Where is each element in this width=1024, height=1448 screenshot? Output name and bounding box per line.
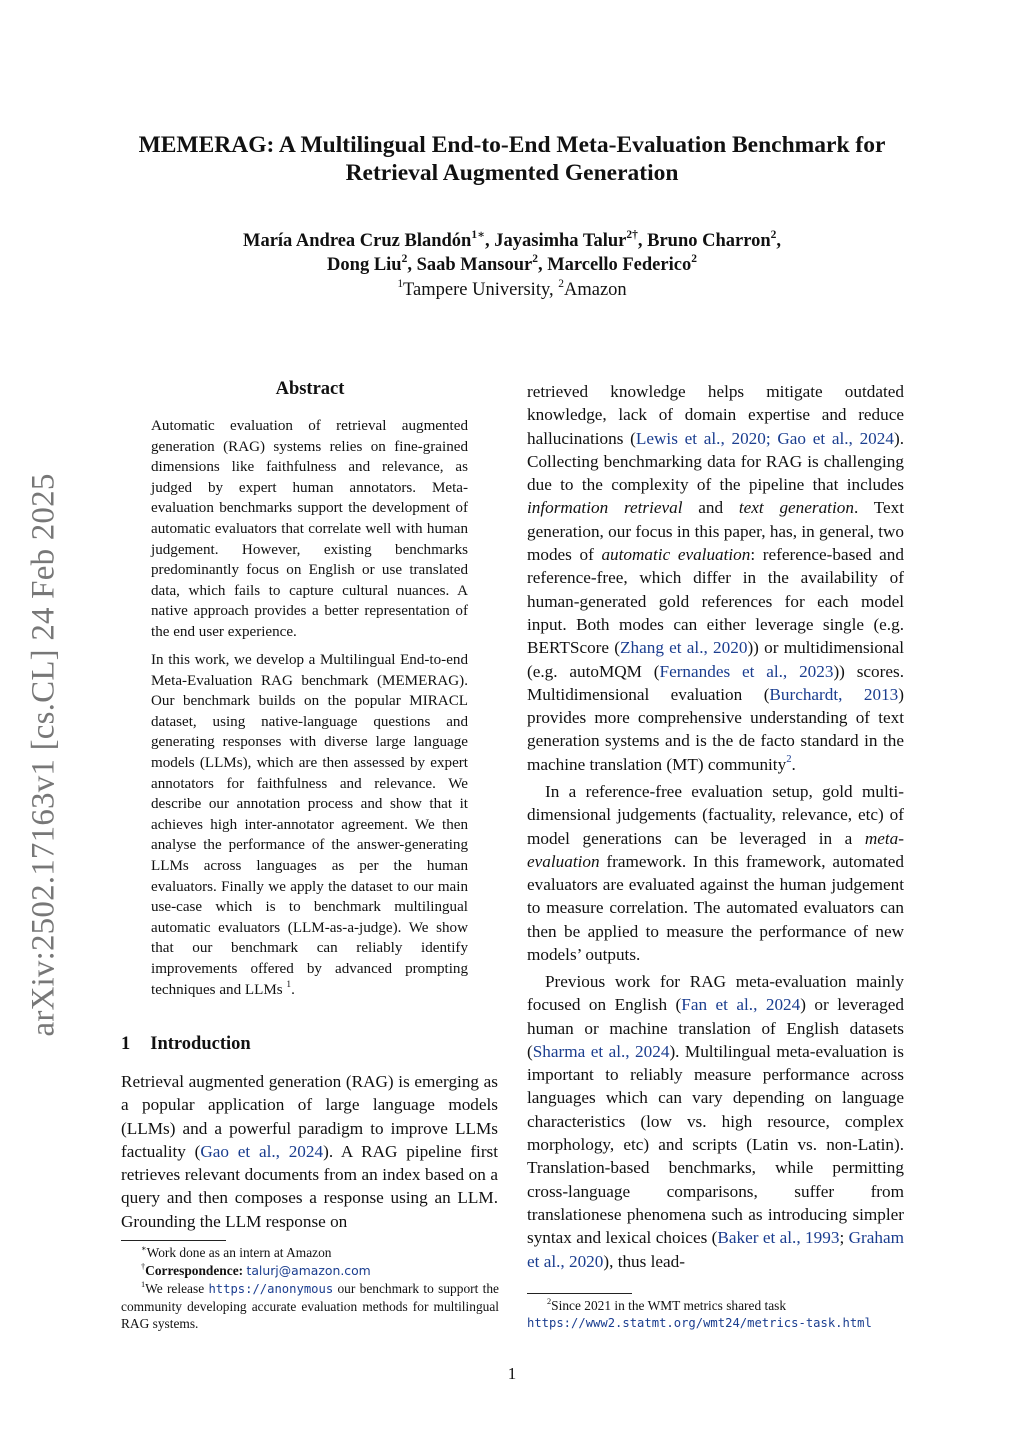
abstract-heading: Abstract [275, 379, 345, 399]
emphasis-text: automatic evaluation [601, 545, 751, 565]
footnote-text: We release [145, 1281, 209, 1296]
abstract-text: In this work, we develop a Multilingual End-to-end Meta-Evaluation RAG benchmark (MEMERAG). Our benchmark builds on the popular MIRACL dataset, using native-language questions and generating responses with diverse large language models (LLMs), which are then assessed by expert annotators for faithfulness and relevance. We describe our annotation process and show that it achieves high inter-annotator agreement. We then analyse the performance of the answer-generating LLMs across languages as per the human evaluators. Finally we apply the dataset to our main use-case which is to benchmark multilingual automatic evaluators (LLM-as-a-judge). We show that our benchmark can reliably identify improvements offered by advanced prompting techniques and LLMs [151, 652, 468, 998]
email-link[interactable]: talurj@amazon.com [246, 1263, 371, 1278]
emphasis-text: text generation [738, 498, 854, 518]
footnote-divider [527, 1293, 632, 1294]
body-text: . [791, 754, 796, 774]
page-number: 1 [507, 1364, 517, 1383]
body-text: ). A RAG pipeline first retrieves relevant documents from an index based on a query and then composes a response using an LLM. Grounding the LLM response on [121, 1141, 499, 1231]
author-affil-mark: 1∗ [471, 228, 486, 241]
arxiv-side-identifier [14, 455, 74, 1055]
body-text: ). Collecting benchmarking data for RAG is challenging due to the complexity of the pipeline that includes [527, 428, 904, 495]
section-number: 1 [121, 1034, 131, 1054]
author-name: Jayasimha Talur [494, 231, 627, 251]
citation-link[interactable]: Burchardt, 2013 [769, 684, 899, 704]
affil-name: Amazon [564, 280, 627, 300]
footnote-mark: 1 [141, 1279, 146, 1289]
body-text: ), thus lead- [603, 1251, 685, 1271]
body-text: : reference-based and reference-free, which differ in the availability of human-generated gold references for each model input. Both modes can either leverage single (e.g. BERTScore ( [527, 545, 904, 658]
body-text: Retrieval augmented generation (RAG) is emerging as a popular application of large language models (LLMs) and a powerful paradigm to improve LLMs factuality ( [121, 1072, 498, 1161]
body-text: and [682, 498, 739, 518]
citation-link[interactable]: Fan et al., 2024 [681, 995, 801, 1015]
citation-link[interactable]: Zhang et al., 2020 [620, 638, 748, 658]
citation-link[interactable]: Gao et al., 2024 [200, 1141, 324, 1161]
footnote-mark: † [141, 1261, 146, 1271]
intro-paragraph-right-3 [527, 970, 904, 1273]
author-affil-mark: 2 [770, 228, 777, 241]
author-affil-mark: 2 [401, 252, 408, 265]
intro-paragraph-left [121, 1070, 498, 1233]
citation-link[interactable]: Baker et al., 1993 [717, 1228, 840, 1248]
citation-link[interactable]: Graham et al., 2020 [527, 1228, 904, 1271]
author-line-1: María Andrea Cruz Blandón$^{1∗}$, Jayasimha Talur$^{2\dagger}$, Bruno Charron$^2$, [242, 228, 781, 251]
emphasis-text: meta-evaluation [527, 828, 904, 871]
author-affil-mark: 2† [626, 228, 638, 241]
author-affil-mark: 2 [532, 252, 538, 265]
affil-mark: 2 [558, 277, 564, 290]
arxiv-id-text: arXiv:2502.17163v1 [cs.CL] 24 Feb 2025 [25, 473, 62, 1037]
footnote-mark: ∗ [141, 1243, 147, 1253]
abstract-paragraph-2 [151, 650, 468, 1000]
body-text: Previous work for RAG meta-evaluation mainly focused on English ( [527, 972, 904, 1015]
author-list [112, 229, 912, 277]
intro-paragraph-right-1 [527, 380, 904, 776]
body-text: framework. In this framework, automated evaluators are evaluated against the human judgement to measure correlation. The automated evaluators can then be applied to measure the performance of new models’ outputs. [527, 851, 904, 965]
abstract-paragraph-1: Automatic evaluation of retrieval augmented generation (RAG) systems relies on fine-grained dimensions like faithfulness and relevance, as judged by expert human annotators. Meta-evaluation benchmarks support the development of automatic evaluators that correlate well with human judgement. However, existing benchmarks predominantly focus on English or use translated data, which fails to capture cultural nuances. A native approach provides a better representation of the end user experience. [151, 418, 468, 640]
section-heading-introduction [121, 1034, 251, 1055]
footnote-mark: 2 [547, 1296, 552, 1306]
paper-title [112, 131, 912, 187]
author-name: María Andrea Cruz Blandón [242, 231, 472, 251]
body-text: )) scores. Multidimensional evaluation ( [527, 661, 904, 704]
author-name: Bruno Charron [647, 231, 771, 251]
footnote-text: Since 2021 in the WMT metrics shared task [551, 1298, 787, 1313]
author-line-2: Dong Liu$^2$, Saab Mansour$^2$, Marcello Federico$^2$ [327, 252, 697, 275]
body-text: )) or multidimensional (e.g. autoMQM ( [527, 638, 905, 681]
author-affil-mark: 2 [691, 252, 697, 265]
intro-paragraph-right-2 [527, 780, 904, 966]
citation-link[interactable]: Fernandes et al., 2023 [659, 661, 834, 681]
body-text: . Text generation, our focus in this paper, has, in general, two modes of [527, 498, 904, 565]
footnote-wmt [527, 1297, 905, 1332]
title-line-1: MEMERAG: A Multilingual End-to-End Meta-Evaluation Benchmark for [138, 132, 886, 158]
url-link[interactable]: https://anonymous [208, 1282, 334, 1296]
footnote-label: Correspondence: [145, 1263, 244, 1278]
body-text: In a reference-free evaluation setup, gold multi-dimensional judgements (factuality, relevance, etc) of model generations can be leveraged in a [527, 782, 904, 848]
author-name: Dong Liu [327, 255, 402, 275]
citation-link[interactable]: Sharma et al., 2024 [532, 1041, 670, 1061]
body-text: ; [839, 1228, 849, 1248]
author-name: Marcello Federico [547, 255, 692, 275]
emphasis-text: information retrieval [527, 498, 683, 518]
body-text: retrieved knowledge helps mitigate outdated knowledge, lack of domain expertise and reduce hallucinations ( [527, 382, 904, 448]
footnote-mark[interactable]: 2 [786, 753, 792, 765]
footnote-divider [121, 1240, 226, 1241]
footnote-text: Work done as an intern at Amazon [146, 1245, 332, 1260]
body-text: ) or leveraged human or machine translation of English datasets ( [527, 995, 904, 1061]
footnote-text: our benchmark to support the community developing accurate evaluation methods for multilingual RAG systems. [121, 1281, 499, 1332]
footnote-release [121, 1280, 499, 1333]
body-text: ). Multilingual meta-evaluation is important to reliably measure performance across languages which can vary depending on language characteristics (low vs. high resource, complex morphology, etc) and scripts (Latin vs. non-Latin). Translation-based benchmarks, while permitting cross-language comparisons, suffer from translationese phenomena such as introducing simpler syntax and lexical choices ( [527, 1041, 904, 1248]
title-line-2: Retrieval Augmented Generation [345, 160, 679, 186]
affiliations: $^1$Tampere University, $^2$Amazon [397, 277, 627, 300]
affil-mark: 1 [397, 277, 404, 290]
footnote-mark: 1 [286, 979, 292, 990]
section-title: Introduction [150, 1034, 251, 1054]
abstract-end: . [291, 981, 295, 998]
author-name: Saab Mansour [416, 255, 533, 275]
footnote-correspondence [121, 1262, 519, 1279]
citation-link[interactable]: Lewis et al., 2020; Gao et al., 2024 [635, 428, 894, 448]
url-link[interactable]: https://www2.statmt.org/wmt24/metrics-task.html [527, 1316, 872, 1331]
affil-name: Tampere University [403, 280, 550, 300]
body-text: ) provides more comprehensive understanding of text generation systems and is the de facto standard in the machine translation (MT) community [527, 684, 904, 774]
footnote-intern [121, 1244, 519, 1261]
